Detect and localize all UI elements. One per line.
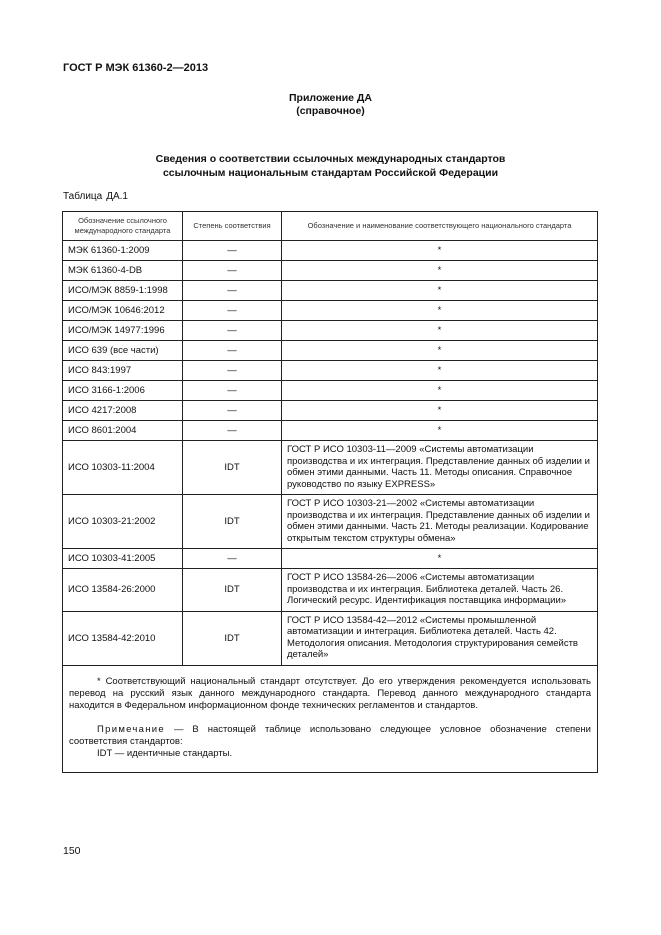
- cell-degree: —: [183, 381, 282, 401]
- cell-national-standard: ГОСТ Р ИСО 10303-21—2002 «Системы автоматизации производства и их интеграция. Представление данных об изделии и обмен этими данными. Часть 21. Методы реализации. Кодирование открытым текстом структуры обмена»: [282, 495, 598, 549]
- section-title: [0, 152, 661, 180]
- table-row: [63, 549, 598, 569]
- table-row: [63, 281, 598, 301]
- table-row: [63, 441, 598, 495]
- table-label-number: ДА.1: [106, 191, 128, 202]
- cell-degree: —: [183, 261, 282, 281]
- cell-degree: —: [183, 281, 282, 301]
- cell-national-standard: *: [282, 321, 598, 341]
- note-idt: IDT — идентичные стандарты.: [97, 747, 233, 759]
- cell-international-standard: ИСО 639 (все части): [63, 341, 183, 361]
- header-national-standard: Обозначение и наименование соответствующего национального стандарта: [282, 212, 598, 241]
- table-row: [63, 569, 598, 612]
- cell-national-standard: *: [282, 361, 598, 381]
- correspondence-table: [62, 211, 598, 773]
- table-row: [63, 241, 598, 261]
- cell-degree: —: [183, 241, 282, 261]
- section-title-line-1: Сведения о соответствии ссылочных международных стандартов: [155, 153, 506, 165]
- page-number: 150: [63, 845, 81, 857]
- appendix-heading: [0, 92, 661, 118]
- cell-international-standard: МЭК 61360-4-DB: [63, 261, 183, 281]
- cell-international-standard: ИСО 4217:2008: [63, 401, 183, 421]
- cell-national-standard: *: [282, 401, 598, 421]
- cell-international-standard: ИСО 13584-42:2010: [63, 611, 183, 665]
- cell-international-standard: МЭК 61360-1:2009: [63, 241, 183, 261]
- table-label-word: Таблица: [63, 191, 103, 202]
- cell-degree: —: [183, 341, 282, 361]
- cell-international-standard: ИСО 10303-21:2002: [63, 495, 183, 549]
- cell-degree: IDT: [183, 611, 282, 665]
- table-row: [63, 611, 598, 665]
- cell-degree: —: [183, 549, 282, 569]
- cell-degree: —: [183, 421, 282, 441]
- footnote: * Соответствующий национальный стандарт отсутствует. До его утверждения рекомендуется использовать перевод на русский язык данного международного стандарта. Перевод данного международного стандарта находится в Федеральном информационном фонде технических регламентов и стандартов.: [69, 675, 591, 711]
- note-text: — В настоящей таблице использовано следующее условное обозначение степени соответствия стандартов:: [69, 723, 591, 747]
- cell-degree: —: [183, 401, 282, 421]
- cell-national-standard: *: [282, 261, 598, 281]
- table-row: [63, 495, 598, 549]
- cell-national-standard: *: [282, 549, 598, 569]
- cell-international-standard: ИСО 3166-1:2006: [63, 381, 183, 401]
- section-title-line-2: ссылочным национальным стандартам Российской Федерации: [162, 167, 499, 179]
- table-row: [63, 381, 598, 401]
- cell-international-standard: ИСО/МЭК 14977:1996: [63, 321, 183, 341]
- table-row: [63, 421, 598, 441]
- cell-national-standard: *: [282, 241, 598, 261]
- table-row: [63, 401, 598, 421]
- cell-international-standard: ИСО 13584-26:2000: [63, 569, 183, 612]
- table-row: [63, 361, 598, 381]
- table-label: [63, 191, 128, 202]
- cell-national-standard: *: [282, 281, 598, 301]
- cell-national-standard: ГОСТ Р ИСО 13584-42—2012 «Системы промышленной автоматизации и интеграция. Библиотека деталей. Часть 42. Методология описания. Методология структурирования семейств деталей»: [282, 611, 598, 665]
- cell-international-standard: ИСО 10303-41:2005: [63, 549, 183, 569]
- cell-international-standard: ИСО/МЭК 8859-1:1998: [63, 281, 183, 301]
- cell-national-standard: *: [282, 381, 598, 401]
- cell-national-standard: ГОСТ Р ИСО 13584-26—2006 «Системы автоматизации производства и их интеграция. Библиотека деталей. Часть 26. Логический ресурс. Идентификация поставщика информации»: [282, 569, 598, 612]
- table-row: [63, 261, 598, 281]
- table-header-row: [63, 212, 598, 241]
- table-row: [63, 301, 598, 321]
- cell-national-standard: *: [282, 421, 598, 441]
- cell-international-standard: ИСО 843:1997: [63, 361, 183, 381]
- table-row: [63, 321, 598, 341]
- header-degree: Степень соответствия: [183, 212, 282, 241]
- note: [69, 724, 591, 748]
- cell-international-standard: ИСО 8601:2004: [63, 421, 183, 441]
- cell-international-standard: ИСО/МЭК 10646:2012: [63, 301, 183, 321]
- appendix-title: Приложение ДА: [289, 92, 372, 104]
- note-word: Примечание: [97, 723, 165, 735]
- cell-national-standard: ГОСТ Р ИСО 10303-11—2009 «Системы автоматизации производства и их интеграция. Представление данных об изделии и обмен этими данными. Часть 11. Методы описания. Справочное руководство по языку EXPRESS»: [282, 441, 598, 495]
- table-row: [63, 341, 598, 361]
- document-code: ГОСТ Р МЭК 61360-2—2013: [63, 62, 209, 74]
- cell-international-standard: ИСО 10303-11:2004: [63, 441, 183, 495]
- cell-degree: —: [183, 361, 282, 381]
- cell-national-standard: *: [282, 341, 598, 361]
- cell-degree: —: [183, 301, 282, 321]
- cell-degree: IDT: [183, 569, 282, 612]
- cell-degree: IDT: [183, 495, 282, 549]
- notes-row: [63, 665, 598, 772]
- cell-degree: IDT: [183, 441, 282, 495]
- header-international-standard: Обозначение ссылочного международного стандарта: [63, 212, 183, 241]
- notes-cell: [63, 665, 598, 772]
- cell-national-standard: *: [282, 301, 598, 321]
- appendix-subtitle: (справочное): [296, 105, 365, 117]
- cell-degree: —: [183, 321, 282, 341]
